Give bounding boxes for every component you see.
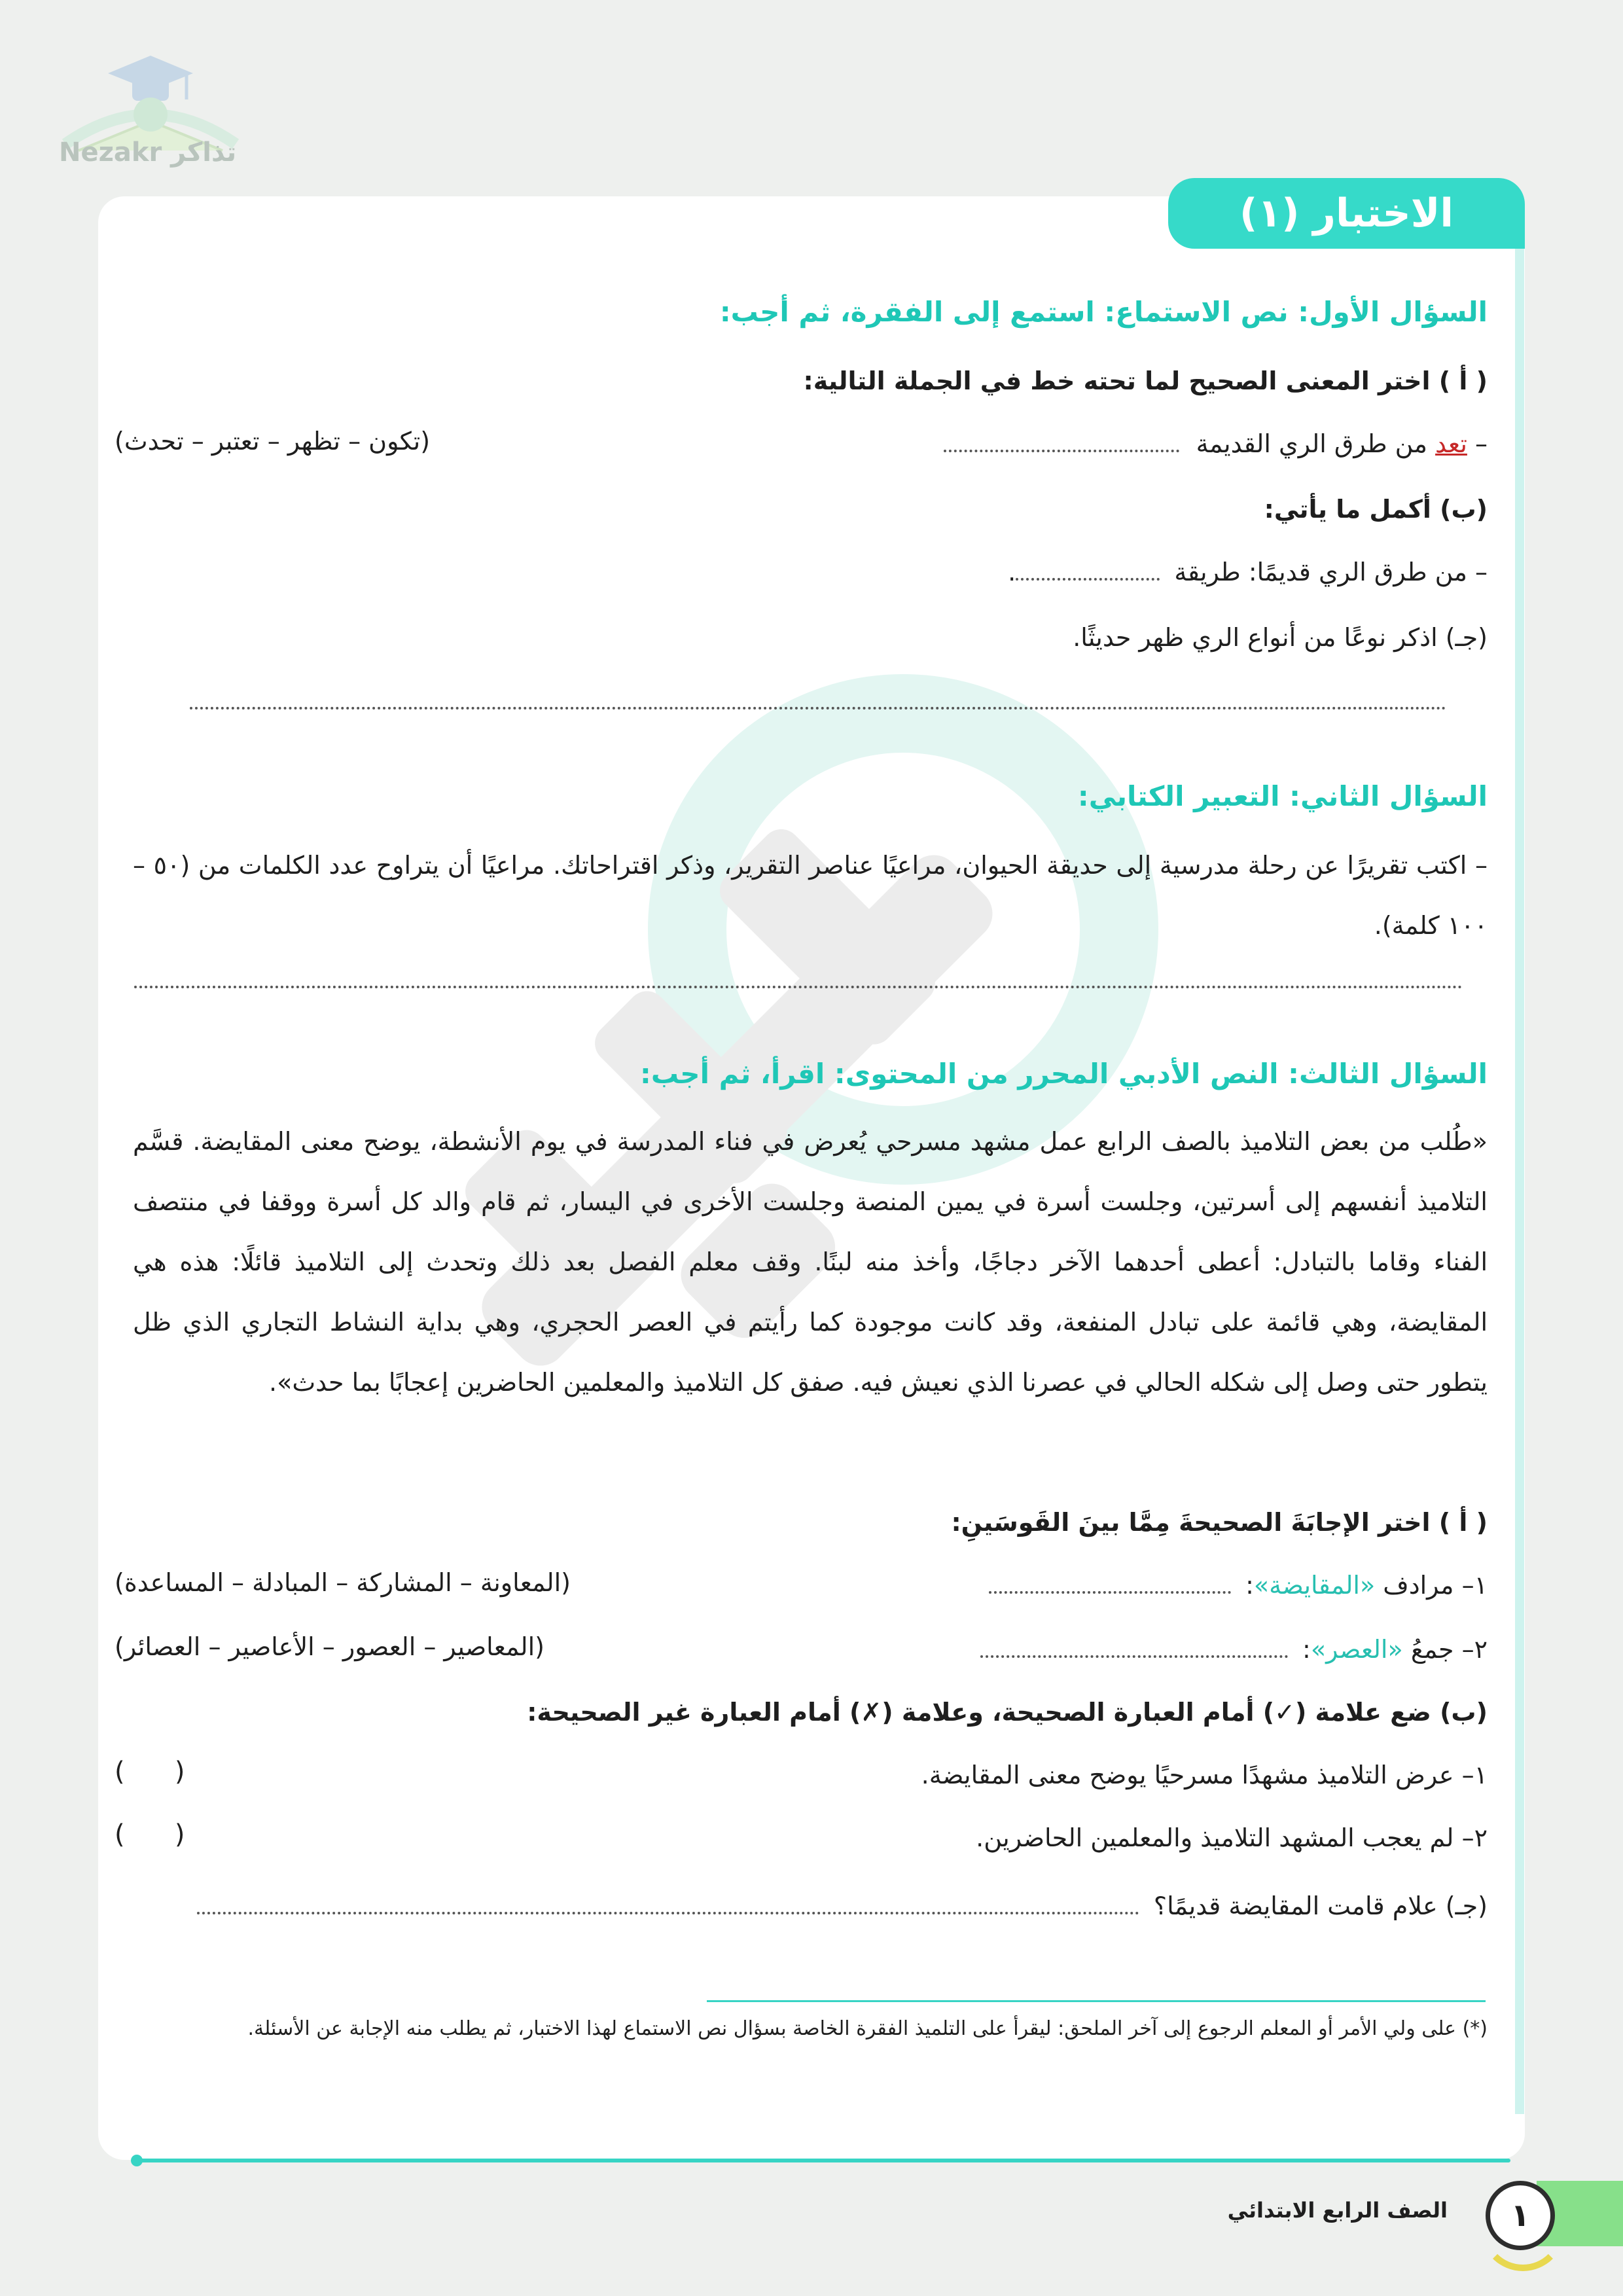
answer-line[interactable] [190,707,1446,709]
footer-rule [136,2159,1510,2162]
q3-a2-options: (المعاصير – العصور – الأعاصير – العصائر) [115,1632,544,1661]
page-number: ١ [1486,2181,1555,2250]
question-text: (جـ) علام قامت المقايضة قديمًا؟ [1153,1892,1488,1920]
q1-b-label: (ب) أكمل ما يأتي: [1264,495,1488,524]
dash: – [1467,429,1488,458]
q3-b1: ١– عرض التلاميذ مشهدًا مسرحيًا يوضح معنى المقايضة. [921,1761,1488,1789]
q1-a-sentence [944,427,1488,461]
item-prefix: ١– مرادف [1375,1571,1488,1600]
q3-heading: السؤال الثالث: النص الأدبي المحرر من المحتوى: اقرأ، ثم أجب: [640,1058,1488,1090]
q1-heading: السؤال الأول: نص الاستماع: استمع إلى الفقرة، ثم أجب: [719,296,1488,328]
answer-blank[interactable] [989,1585,1231,1594]
q3-a-label: ( أ ) اختر الإجابَةَ الصحيحةَ مِمَّا بينَ القَوسَينِ: [951,1508,1488,1537]
checkbox-paren[interactable]: ( ) [115,1757,185,1787]
footer-rule-dot [131,2155,143,2166]
logo-wordmark: Nezakr تذاكر [59,137,237,168]
underlined-word: تعد [1435,429,1467,458]
q3-c [197,1889,1488,1924]
q3-b-label: (ب) ضع علامة (✓) أمام العبارة الصحيحة، وعلامة (✗) أمام العبارة غير الصحيحة: [527,1698,1488,1727]
item-end: . [1008,558,1016,586]
answer-blank[interactable] [1016,571,1160,581]
item-text: – من طرق الري قديمًا: طريقة [1174,558,1488,586]
q2-heading: السؤال الثاني: التعبير الكتابي: [1077,780,1488,812]
colon: : [1302,1635,1311,1664]
q1-b-item [1008,555,1488,590]
answer-blank[interactable] [197,1905,1139,1914]
q1-c-label: (جـ) اذكر نوعًا من أنواع الري ظهر حديثًا. [1073,623,1488,652]
answer-line[interactable] [134,986,1463,988]
q3-a1 [989,1568,1488,1603]
key-word: «العصر» [1310,1635,1403,1664]
colon: : [1245,1571,1254,1600]
exam-title: الاختبار (١) [1168,178,1525,249]
footnote: (*) على ولي الأمر أو المعلم الرجوع إلى آخر الملحق: ليقرأ على التلميذ الفقرة الخاصة بسؤال نص الاستماع لهذا الاختبار، ثم يطلب منه الإجابة عن الأسئلة. [247,2017,1488,2040]
q3-b2: ٢– لم يعجب المشهد التلاميذ والمعلمين الحاضرين. [976,1823,1488,1852]
q1-a-options: (تكون – تظهر – تعتبر – تحدث) [115,427,431,456]
q3-a2 [980,1632,1488,1667]
item-prefix: ٢– جمعُ [1402,1635,1488,1664]
footnote-rule [707,2000,1486,2002]
sentence-rest: من طرق الري القديمة [1196,429,1436,458]
grade-label: الصف الرابع الابتدائي [1227,2198,1448,2223]
q1-a-label: ( أ ) اختر المعنى الصحيح لما تحته خط في الجملة التالية: [803,367,1488,395]
checkbox-paren[interactable]: ( ) [115,1820,185,1850]
q3-passage: «طُلب من بعض التلاميذ بالصف الرابع عمل مشهد مسرحي يُعرض في فناء المدرسة في يوم الأنشطة، يوضح معنى المقايضة. قسَّم التلاميذ أنفسهم إلى أسرتين، وجلست أسرة في يمين المنصة وجلست الأخرى في اليسار، ثم قام والد كل أسرة ووقفا في منتصف الفناء وقاما بالتبادل: أعطى أحدهما الآخر دجاجًا، وأخذ منه لبنًا. وقف معلم الفصل بعد ذلك وتحدث إلى التلاميذ قائلًا: هذه هي المقايضة، وهي قائمة على تبادل المنفعة، وقد كانت موجودة كما رأيتم في العصر الحجري، وهي بداية النشاط التجاري الذي ظل يتطور حتى وصل إلى شكله الحالي في عصرنا الذي نعيش فيه. صفق كل التلاميذ والمعلمين الحاضرين إعجابًا بما حدث». [133,1127,1488,1397]
answer-blank[interactable] [944,443,1179,452]
q3-a1-options: (المعاونة – المشاركة – المبادلة – المساعدة) [115,1568,571,1597]
q2-prompt: – اكتب تقريرًا عن رحلة مدرسية إلى حديقة الحيوان، مراعيًا عناصر التقرير، وذكر اقتراحاتك. مراعيًا أن يتراوح عدد الكلمات من (٥٠ – ١٠٠ كلمة). [133,851,1488,940]
key-word: «المقايضة» [1253,1571,1376,1600]
side-accent-line [1515,249,1524,2114]
answer-blank[interactable] [980,1649,1288,1658]
